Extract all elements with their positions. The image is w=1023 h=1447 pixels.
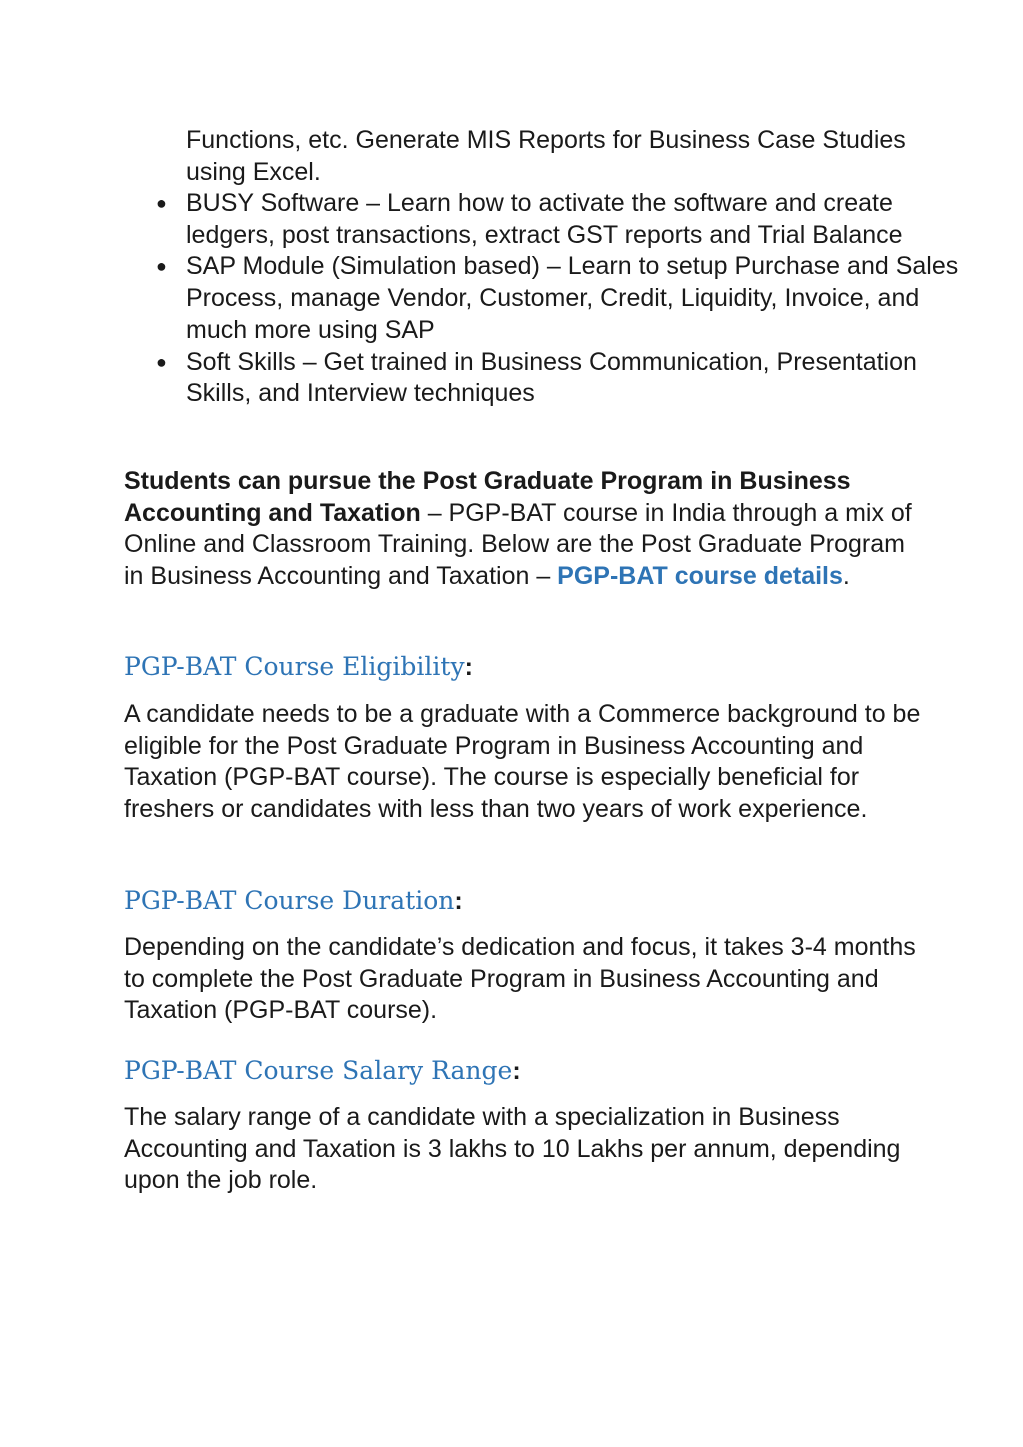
- list-item-text: BUSY Software – Learn how to activate the software and create ledgers, post transactions, extract GST reports and Trial Balance: [186, 189, 903, 249]
- heading-colon: :: [464, 653, 473, 681]
- continuation-text: Functions, etc. Generate MIS Reports for Business Case Studies using Excel.: [186, 126, 906, 186]
- intro-text: – PGP-BAT course in India through a mix of Online and Classroom Training. Below are the Post Graduate Program in Business Accounting and Taxation –: [124, 498, 912, 591]
- intro-end-text: .: [842, 562, 850, 591]
- duration-heading-text: PGP-BAT Course Duration: [124, 886, 455, 915]
- eligibility-body: A candidate needs to be a graduate with a Commerce background to be eligible for the Post Graduate Program in Business Accounting and Taxation (PGP-BAT course). The course is especially beneficial for freshers or candidates with less than two years of work experience.: [124, 700, 921, 824]
- bullet-icon: ●: [156, 351, 167, 372]
- intro-paragraph: [124, 466, 924, 593]
- list-item: [156, 251, 966, 346]
- heading-colon: :: [454, 887, 463, 915]
- list-item: [156, 188, 966, 251]
- salary-heading-text: PGP-BAT Course Salary Range: [124, 1056, 513, 1085]
- heading-colon: :: [512, 1057, 521, 1085]
- list-item-text: Soft Skills – Get trained in Business Communication, Presentation Skills, and Interview techniques: [186, 347, 917, 408]
- duration-body: Depending on the candidate’s dedication and focus, it takes 3-4 months to complete the Post Graduate Program in Business Accounting and Taxation (PGP-BAT course).: [124, 933, 916, 1025]
- list-item-text: SAP Module (Simulation based) – Learn to setup Purchase and Sales Process, manage Vendor, Customer, Credit, Liquidity, Invoice, and much more using SAP: [186, 252, 959, 344]
- course-details-link[interactable]: PGP-BAT course details: [557, 562, 843, 591]
- list-item: [156, 347, 966, 410]
- salary-heading: [124, 1054, 521, 1088]
- bullet-icon: ●: [156, 256, 167, 277]
- features-list: [156, 188, 966, 410]
- bullet-icon: ●: [156, 193, 167, 213]
- eligibility-heading-text: PGP-BAT Course Eligibility: [124, 652, 465, 681]
- salary-body: The salary range of a candidate with a specialization in Business Accounting and Taxation is 3 lakhs to 10 Lakhs per annum, depending upon the job role.: [124, 1103, 901, 1195]
- intro-bold-text: Students can pursue the Post Graduate Program in Business Accounting and Taxation: [124, 467, 851, 527]
- eligibility-heading: [124, 650, 473, 684]
- duration-heading: [124, 884, 463, 918]
